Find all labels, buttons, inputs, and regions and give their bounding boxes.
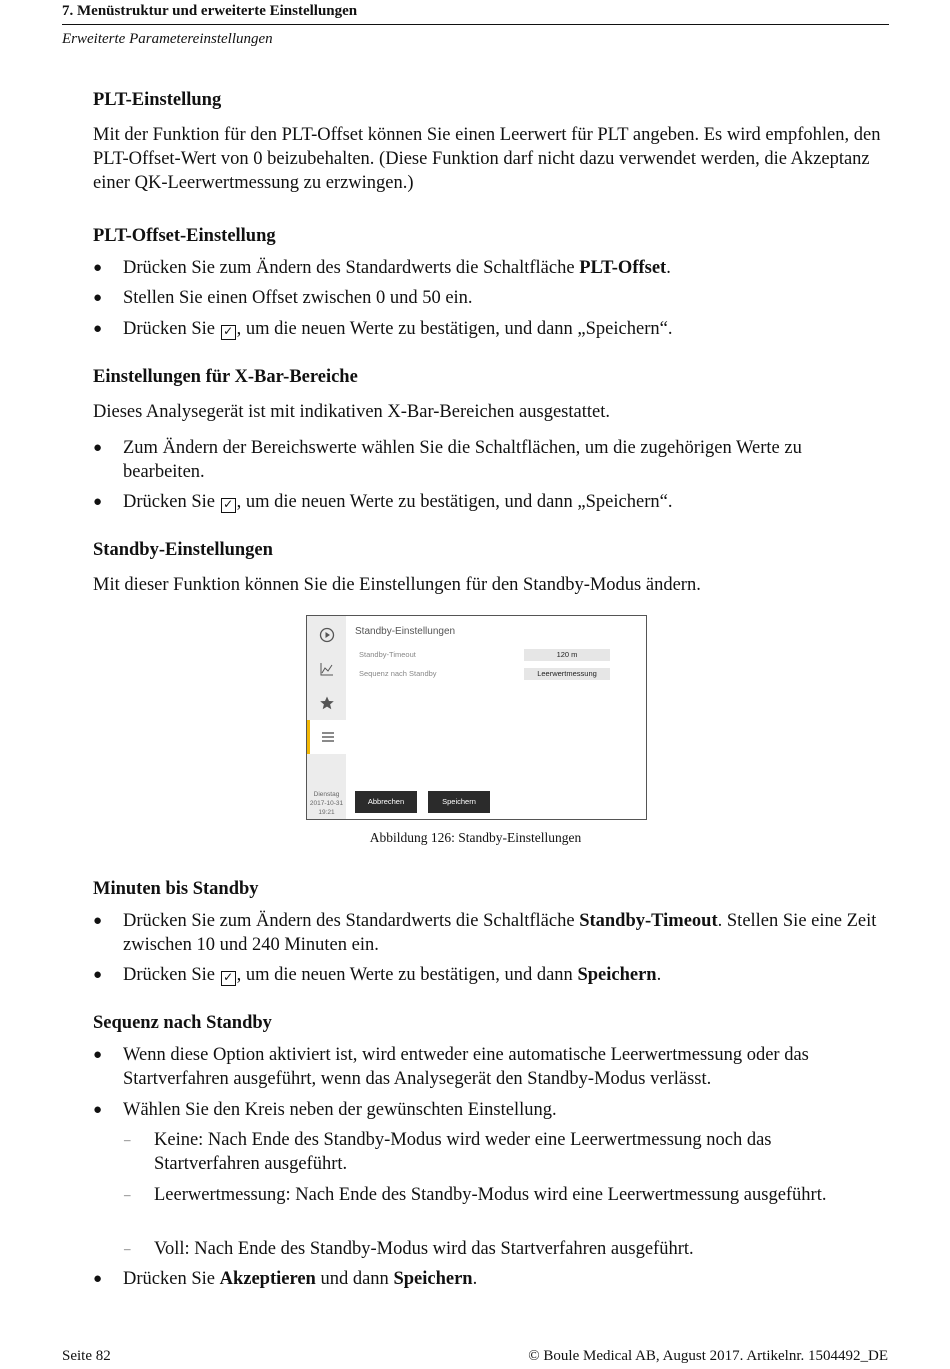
plt-paragraph: Mit der Funktion für den PLT-Offset können Sie einen Leerwert für PLT angeben. Es wird empfohlen, den PLT-Offset-Wert von 0 beizubehalten. (Diese Funktion darf nicht dazu verwendet werden, die Akzeptanz einer QK-Leerwertmessung zu erzwingen.) [93,125,881,193]
standby-settings-screenshot [306,615,647,820]
standby-paragraph: Mit dieser Funktion können Sie die Einstellungen für den Standby-Modus ändern. [93,575,701,595]
standby-timeout-button[interactable]: 120 m [524,649,610,661]
standby-timeout-label: Standby-Timeout [359,650,416,659]
minutes-heading: Minuten bis Standby [93,879,259,899]
bullet-icon: ● [93,260,103,276]
xbar-heading: Einstellungen für X-Bar-Bereiche [93,367,358,387]
sequence-heading: Sequenz nach Standby [93,1013,272,1033]
xbar-paragraph: Dieses Analysegerät ist mit indikativen X-Bar-Bereichen ausgestattet. [93,402,610,422]
bullet-icon: ● [93,290,103,306]
bullet-icon: ● [93,967,103,983]
date-time-display: Dienstag 2017-10-31 19:21 [309,791,344,816]
sidebar-item-run[interactable] [307,618,346,652]
chart-icon [319,661,335,677]
cancel-button[interactable]: Abbrechen [355,791,417,813]
play-icon [319,627,335,643]
star-icon [319,695,335,711]
bullet-icon: ● [93,1271,103,1287]
bullet-icon: ● [93,321,103,337]
save-button[interactable]: Speichern [428,791,490,813]
bullet-icon: ● [93,1047,103,1063]
sidebar-item-menu[interactable] [307,720,346,754]
checkbox-icon: ✓ [221,971,236,986]
sequence-after-standby-label: Sequenz nach Standby [359,669,437,678]
figure-caption: Abbildung 126: Standby-Einstellungen [369,830,582,845]
checkbox-icon: ✓ [221,325,236,340]
copyright: © Boule Medical AB, August 2017. Artikelnr. 1504492_DE [528,1348,888,1364]
checkbox-icon: ✓ [221,498,236,513]
sequence-after-standby-button[interactable]: Leerwertmessung [524,668,610,680]
bullet-icon: ● [93,913,103,929]
plt-heading: PLT-Einstellung [93,90,222,110]
bullet-icon: ● [93,440,103,456]
menu-icon [321,730,335,744]
bullet-icon: ● [93,1102,103,1118]
chapter-title: 7. Menüstruktur und erweiterte Einstellungen [62,3,358,19]
page-number: Seite 82 [62,1348,111,1364]
sidebar [307,616,346,819]
plt-offset-heading: PLT-Offset-Einstellung [93,226,276,246]
dash-icon: – [124,1132,131,1147]
dash-icon: – [124,1241,131,1256]
sidebar-item-favorites[interactable] [307,686,346,720]
screen-title: Standby-Einstellungen [355,626,456,637]
standby-heading: Standby-Einstellungen [93,540,273,560]
header-rule [62,24,889,25]
bullet-icon: ● [93,494,103,510]
dash-icon: – [124,1187,131,1202]
section-subtitle: Erweiterte Parametereinstellungen [62,31,273,47]
sidebar-item-chart[interactable] [307,652,346,686]
